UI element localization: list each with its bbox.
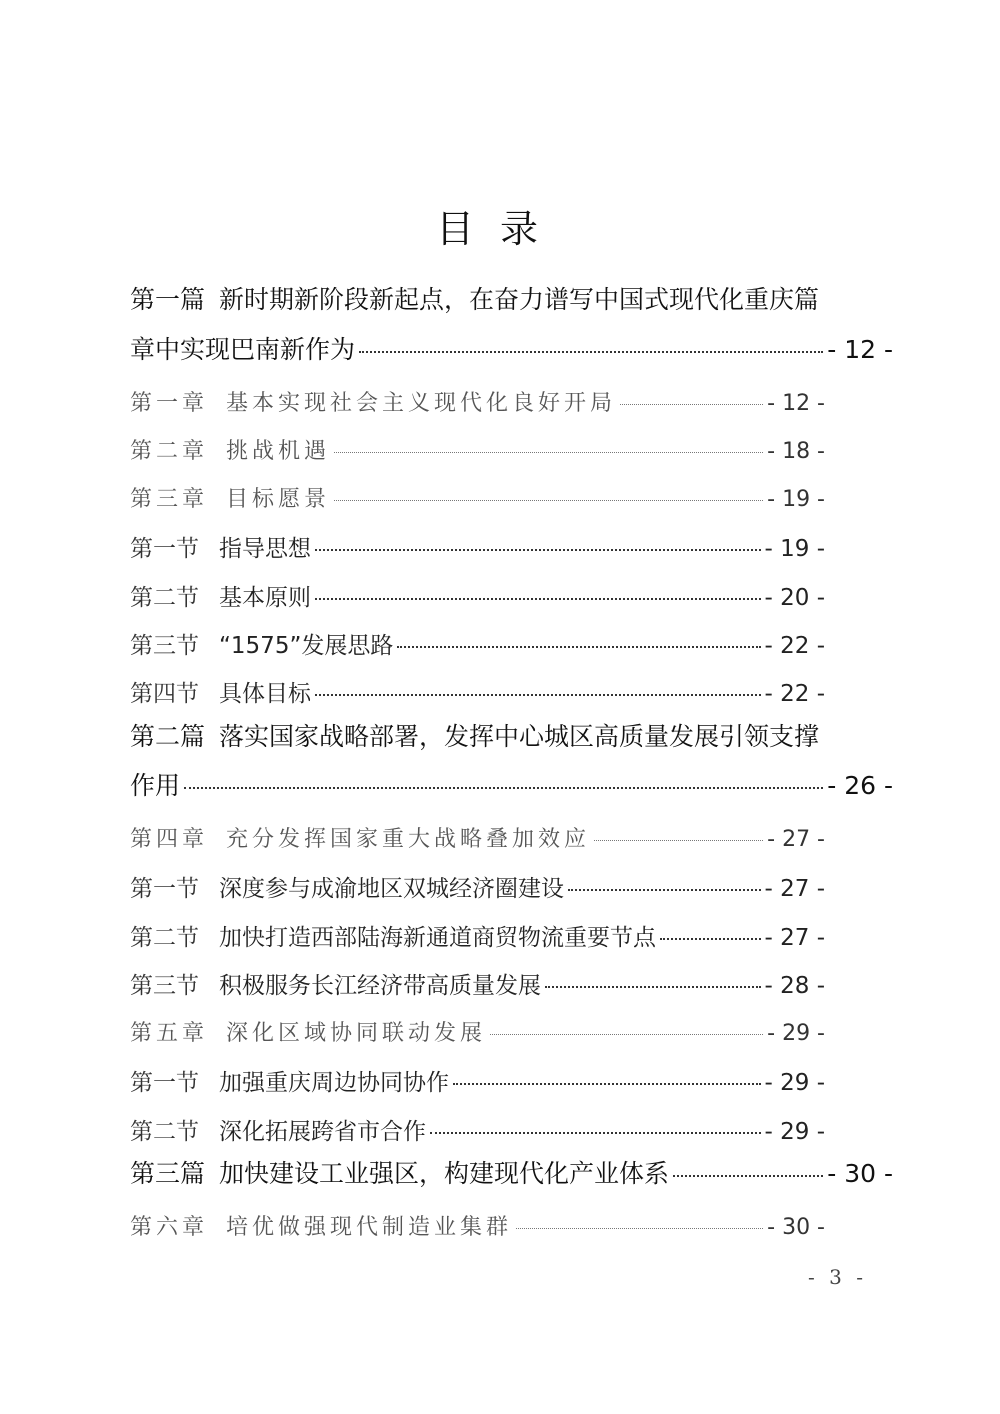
dot-leader	[673, 1175, 823, 1177]
toc-title: 深化区域协同联动发展	[226, 1021, 487, 1046]
toc-page: - 12 -	[767, 391, 825, 416]
toc-label: 第二节	[130, 1119, 199, 1145]
toc-title: 积极服务长江经济带高质量发展	[219, 973, 541, 999]
toc-page: - 26 -	[827, 771, 893, 800]
toc-label: 第四章	[130, 827, 209, 852]
dot-leader	[660, 938, 761, 940]
dot-leader	[334, 500, 763, 501]
toc-title: 指导思想	[219, 536, 311, 562]
toc-chapter[interactable]	[130, 1210, 825, 1246]
dot-leader	[315, 549, 761, 551]
toc-section[interactable]	[130, 967, 825, 1003]
toc-part-1-cont[interactable]	[130, 330, 893, 370]
toc-title: 基本原则	[219, 585, 311, 611]
toc-title: 挑战机遇	[226, 439, 331, 464]
toc-label: 第一节	[130, 1070, 199, 1096]
dot-leader	[315, 598, 761, 600]
toc-section[interactable]	[130, 919, 825, 955]
page-title: 目录	[435, 207, 564, 251]
dot-leader	[490, 1034, 763, 1035]
toc-title: 基本实现社会主义现代化良好开局	[226, 391, 617, 416]
toc-page: - 30 -	[827, 1159, 893, 1188]
toc-title: “1575”发展思路	[219, 633, 394, 659]
toc-page: - 28 -	[764, 973, 825, 999]
dot-leader	[594, 840, 763, 841]
toc-label: 第二节	[130, 585, 199, 611]
toc-title: 加快打造西部陆海新通道商贸物流重要节点	[219, 925, 656, 951]
toc-section[interactable]	[130, 627, 825, 663]
dot-leader	[545, 986, 761, 988]
toc-page: - 27 -	[764, 876, 825, 902]
toc-part-2[interactable]	[130, 717, 893, 757]
toc-title: 作用	[130, 771, 181, 800]
dot-leader	[620, 404, 763, 405]
toc-title: 充分发挥国家重大战略叠加效应	[226, 827, 591, 852]
toc-page: - 18 -	[767, 439, 825, 464]
toc-page: - 29 -	[767, 1021, 825, 1046]
toc-page: - 30 -	[767, 1215, 825, 1240]
toc-label: 第三篇	[130, 1159, 206, 1188]
dot-leader	[397, 646, 760, 648]
dot-leader	[453, 1083, 761, 1085]
toc-page: - 20 -	[764, 585, 825, 611]
toc-page: - 27 -	[764, 925, 825, 951]
toc-label: 第五章	[130, 1021, 209, 1046]
toc-title: 落实国家战略部署，发挥中心城区高质量发展引领支撑	[219, 722, 820, 751]
dot-leader	[568, 889, 761, 891]
toc-page: - 19 -	[767, 487, 825, 512]
toc-label: 第二篇	[130, 722, 206, 751]
dot-leader	[359, 351, 823, 353]
dot-leader	[430, 1132, 761, 1134]
dot-leader	[516, 1228, 763, 1229]
toc-title: 加强重庆周边协同协作	[219, 1070, 449, 1096]
dot-leader	[184, 787, 823, 789]
toc-label: 第一章	[130, 391, 209, 416]
page-number: - 3 -	[808, 1265, 867, 1289]
toc-label: 第三节	[130, 973, 199, 999]
toc-page: - 19 -	[764, 536, 825, 562]
toc-label: 第三章	[130, 487, 209, 512]
toc-title: 具体目标	[219, 681, 311, 707]
toc-title: 加快建设工业强区，构建现代化产业体系	[219, 1159, 670, 1188]
toc-part-2-cont[interactable]	[130, 766, 893, 806]
toc-page: - 12 -	[827, 335, 893, 364]
toc-label: 第二章	[130, 439, 209, 464]
toc-chapter[interactable]	[130, 434, 825, 470]
toc-page: - 29 -	[764, 1119, 825, 1145]
toc-page: - 22 -	[764, 681, 825, 707]
dot-leader	[334, 452, 763, 453]
toc-section[interactable]	[130, 1064, 825, 1100]
toc-title: 培优做强现代制造业集群	[226, 1215, 513, 1240]
toc-title: 新时期新阶段新起点，在奋力谱写中国式现代化重庆篇	[219, 285, 820, 314]
toc-title: 章中实现巴南新作为	[130, 335, 356, 364]
toc-chapter[interactable]	[130, 482, 825, 518]
toc-section[interactable]	[130, 870, 825, 906]
toc-page: - 29 -	[764, 1070, 825, 1096]
toc-chapter[interactable]	[130, 822, 825, 858]
toc-part-3[interactable]	[130, 1154, 893, 1194]
toc-chapter[interactable]	[130, 1016, 825, 1052]
toc-label: 第一节	[130, 536, 199, 562]
toc-label: 第六章	[130, 1215, 209, 1240]
toc-label: 第一篇	[130, 285, 206, 314]
toc-title: 目标愿景	[226, 487, 331, 512]
toc-chapter[interactable]	[130, 386, 825, 422]
toc-page: - 22 -	[764, 633, 825, 659]
toc-section[interactable]	[130, 1113, 825, 1149]
toc-title: 深化拓展跨省市合作	[219, 1119, 426, 1145]
toc-label: 第一节	[130, 876, 199, 902]
toc-page: - 27 -	[767, 827, 825, 852]
toc-section[interactable]	[130, 530, 825, 566]
toc-section[interactable]	[130, 579, 825, 615]
dot-leader	[315, 694, 761, 696]
toc-label: 第四节	[130, 681, 199, 707]
toc-section[interactable]	[130, 675, 825, 711]
toc-label: 第二节	[130, 925, 199, 951]
toc-label: 第三节	[130, 633, 199, 659]
toc-title: 深度参与成渝地区双城经济圈建设	[219, 876, 564, 902]
toc-part-1[interactable]	[130, 280, 893, 320]
